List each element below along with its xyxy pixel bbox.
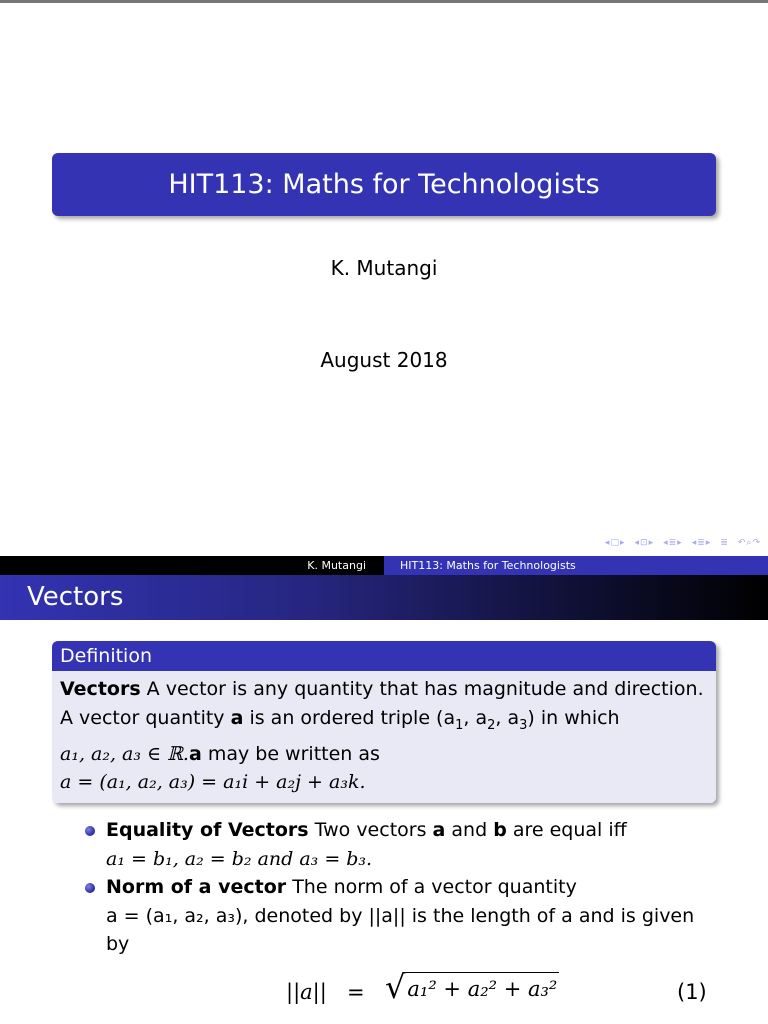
beamer-navigation[interactable] <box>597 536 760 550</box>
frame-nav[interactable] <box>605 538 625 548</box>
def-text-e: , a <box>463 706 488 729</box>
presentation-title: HIT113: Maths for Technologists <box>52 153 716 216</box>
section-nav[interactable] <box>663 538 682 548</box>
prev-frame-icon[interactable]: ◂ <box>604 538 610 548</box>
equation-number: (1) <box>677 980 707 1004</box>
equation-equals: = <box>347 980 365 1004</box>
align-icon[interactable]: ≣ <box>720 538 728 548</box>
definition-body <box>52 671 716 803</box>
definition-line-1 <box>60 675 708 704</box>
list-item <box>82 816 722 873</box>
equation-lhs: ||a|| <box>286 980 327 1004</box>
equation-rhs <box>385 968 559 1006</box>
def-text-c: is an ordered triple (a <box>243 706 456 729</box>
frame-title: Vectors <box>0 575 768 620</box>
def-text-written: may be written as <box>201 742 380 765</box>
bullet-text-line: a = (a₁, a₂, a₃), denoted by ||a|| is the length of a and is given <box>106 904 695 927</box>
next-section-icon[interactable]: ▸ <box>677 538 682 548</box>
sqrt-icon: √ <box>385 968 406 1006</box>
definition-term: Vectors <box>60 678 141 700</box>
footer-author: K. Mutangi <box>0 556 384 575</box>
footer-title: HIT113: Maths for Technologists <box>384 556 768 575</box>
bullet-text: are equal iff <box>506 819 627 841</box>
title-slide <box>0 3 768 556</box>
part-nav[interactable] <box>692 538 711 548</box>
definition-heading: Definition <box>52 641 716 671</box>
slide-footer <box>0 556 768 575</box>
bullet-list <box>82 816 722 959</box>
forward-icon[interactable]: ↷ <box>752 538 760 548</box>
def-text-g: , a <box>495 706 520 729</box>
author-name: K. Mutangi <box>330 256 438 280</box>
bullet-icon <box>85 826 95 836</box>
def-sub-1: 1 <box>455 717 464 733</box>
prev-part-icon[interactable]: ◂ <box>691 538 697 548</box>
subsection-icon[interactable]: ⊡ <box>640 538 648 548</box>
def-vector-a-2: a <box>188 742 202 765</box>
def-membership: a₁, a₂, a₃ ∈ ℝ. <box>60 742 189 765</box>
norm-equation <box>0 968 768 1016</box>
next-subsection-icon[interactable]: ▸ <box>648 538 654 548</box>
def-sub-3: 3 <box>519 717 528 733</box>
search-nav[interactable] <box>738 538 760 548</box>
bullet-icon <box>85 883 95 893</box>
next-frame-icon[interactable]: ▸ <box>619 538 625 548</box>
bullet-text: Two vectors <box>308 819 433 841</box>
sqrt <box>385 968 559 1006</box>
presentation-date: August 2018 <box>320 348 448 372</box>
def-formula: a = (a₁, a₂, a₃) = a₁i + a₂j + a₃k. <box>60 771 366 794</box>
frame-icon[interactable]: □ <box>610 538 619 548</box>
part-icon[interactable]: ≣ <box>697 538 705 548</box>
def-vector-a: a <box>230 706 244 729</box>
back-icon[interactable]: ↶ <box>737 538 746 548</box>
bullet-term: Norm of a vector <box>106 876 287 898</box>
search-icon[interactable]: ⌕ <box>746 538 752 548</box>
bullet-term: Equality of Vectors <box>106 819 309 841</box>
bullet-text-line: by <box>106 933 130 955</box>
def-sub-2: 2 <box>487 717 496 733</box>
bullet-vector-b: b <box>493 819 507 841</box>
doc-nav[interactable] <box>720 538 728 548</box>
sqrt-radicand: a₁² + a₂² + a₃² <box>405 972 559 1001</box>
definition-line-3 <box>60 740 708 769</box>
subsection-nav[interactable] <box>634 538 653 548</box>
section-icon[interactable]: ≣ <box>668 538 677 548</box>
bullet-text: and <box>445 819 494 841</box>
list-item <box>82 873 722 959</box>
definition-text: A vector is any quantity that has magnitude and direction. <box>140 678 704 700</box>
bullet-vector-a: a <box>432 819 446 841</box>
next-part-icon[interactable]: ▸ <box>705 538 711 548</box>
bullet-text: The norm of a vector quantity <box>286 876 577 898</box>
def-text-i: ) in which <box>527 706 620 729</box>
definition-line-2 <box>60 704 708 740</box>
definition-line-4 <box>60 768 708 797</box>
definition-block <box>52 641 716 803</box>
prev-subsection-icon[interactable]: ◂ <box>634 538 640 548</box>
def-text-a: A vector quantity <box>60 706 231 729</box>
bullet-formula: a₁ = b₁, a₂ = b₂ and a₃ = b₃. <box>106 847 373 870</box>
prev-section-icon[interactable]: ◂ <box>663 538 668 548</box>
